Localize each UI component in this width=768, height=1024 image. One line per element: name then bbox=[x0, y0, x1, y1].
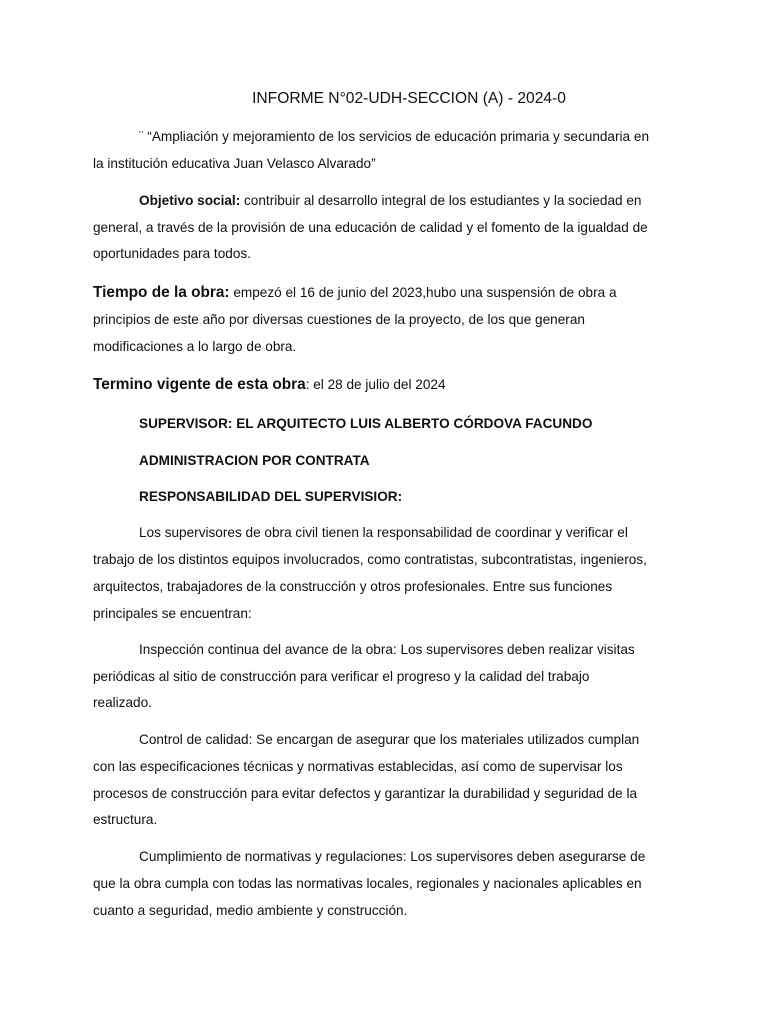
inspection-line-1: Inspección continua del avance de la obra: Los supervisores deben realizar visitas bbox=[139, 642, 635, 657]
project-line-2: la institución educativa Juan Velasco Alvarado” bbox=[93, 156, 376, 171]
compliance-line-2: que la obra cumpla con todas las normativas locales, regionales y nacionales aplicables en bbox=[93, 876, 642, 891]
inspection-line-3: realizado. bbox=[93, 695, 152, 710]
objective-line-3: oportunidades para todos. bbox=[93, 246, 251, 261]
time-line-1 bbox=[93, 284, 617, 302]
quality-line-2: con las especificaciones técnicas y normativas establecidas, así como de supervisar los bbox=[93, 759, 623, 774]
time-text: empezó el 16 de junio del 2023,hubo una suspensión de obra a bbox=[229, 285, 617, 300]
time-line-3: modificaciones a lo largo de obra. bbox=[93, 339, 297, 354]
administration-heading: ADMINISTRACION POR CONTRATA bbox=[139, 453, 370, 468]
quality-line-1: Control de calidad: Se encargan de asegurar que los materiales utilizados cumplan bbox=[139, 732, 640, 747]
time-label: Tiempo de la obra: bbox=[93, 284, 230, 301]
inspection-line-2: periódicas al sitio de construcción para verificar el progreso y la calidad del trabajo bbox=[93, 669, 590, 684]
term-text: : el 28 de julio del 2024 bbox=[305, 377, 446, 392]
project-line-1: ¨ “Ampliación y mejoramiento de los servicios de educación primaria y secundaria en bbox=[139, 129, 649, 144]
objective-label: Objetivo social: bbox=[139, 193, 241, 208]
responsibility-line-2: trabajo de los distintos equipos involucrados, como contratistas, subcontratistas, ingenieros, bbox=[93, 552, 647, 567]
objective-text: contribuir al desarrollo integral de los estudiantes y la sociedad en bbox=[240, 193, 642, 208]
term-line bbox=[93, 376, 446, 394]
responsibility-heading: RESPONSABILIDAD DEL SUPERVISIOR: bbox=[139, 489, 403, 504]
quality-line-3: procesos de construcción para evitar defectos y garantizar la durabilidad y seguridad de la bbox=[93, 786, 638, 801]
responsibility-line-3: arquitectos, trabajadores de la construcción y otros profesionales. Entre sus funciones bbox=[93, 579, 613, 594]
objective-line-1 bbox=[139, 192, 641, 210]
responsibility-line-1: Los supervisores de obra civil tienen la responsabilidad de coordinar y verificar el bbox=[139, 525, 628, 540]
time-line-2: principios de este año por diversas cuestiones de la proyecto, de los que generan bbox=[93, 312, 585, 327]
supervisor-heading: SUPERVISOR: EL ARQUITECTO LUIS ALBERTO CÓRDOVA FACUNDO bbox=[139, 416, 593, 431]
compliance-line-3: cuanto a seguridad, medio ambiente y construcción. bbox=[93, 903, 408, 918]
document-title: INFORME N°02-UDH-SECCION (A) - 2024-0 bbox=[252, 90, 566, 107]
compliance-line-1: Cumplimiento de normativas y regulaciones: Los supervisores deben asegurarse de bbox=[139, 849, 646, 864]
term-label: Termino vigente de esta obra bbox=[93, 376, 306, 393]
objective-line-2: general, a través de la provisión de una educación de calidad y el fomento de la igualdad de bbox=[93, 220, 648, 235]
responsibility-line-4: principales se encuentran: bbox=[93, 606, 252, 621]
quality-line-4: estructura. bbox=[93, 812, 158, 827]
